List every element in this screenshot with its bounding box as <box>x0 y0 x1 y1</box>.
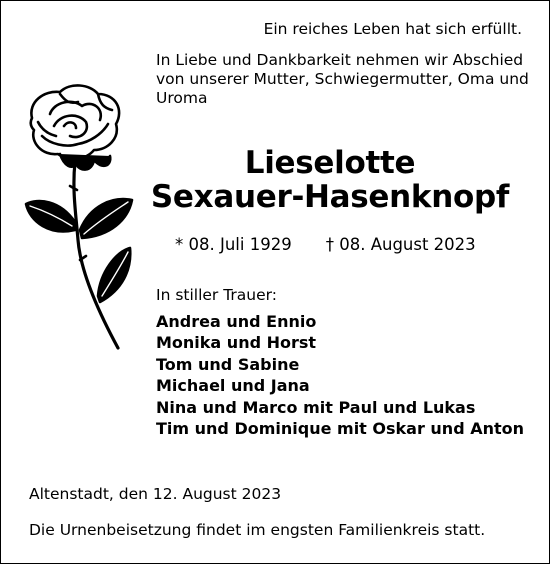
rose-icon <box>20 80 135 355</box>
mourner-entry: Tom und Sabine <box>156 354 300 374</box>
death-date: † 08. August 2023 <box>325 235 476 254</box>
birth-date: * 08. Juli 1929 <box>175 235 292 254</box>
mourner-entry: Tim und Dominique mit Oskar und Anton <box>156 419 525 439</box>
mourner-entry: Nina und Marco mit Paul und Lukas <box>156 397 476 417</box>
intro-text: In Liebe und Dankbarkeit nehmen wir Abschied von unserer Mutter, Schwiegermutter, Oma und Uroma <box>156 51 529 107</box>
life-dates <box>175 235 476 255</box>
motto-text: Ein reiches Leben hat sich erfüllt. <box>263 20 522 38</box>
mourner-entry: Andrea und Ennio <box>156 312 317 331</box>
mourners-list <box>156 311 524 439</box>
deceased-first-name: Lieselotte <box>244 145 416 181</box>
place-date: Altenstadt, den 12. August 2023 <box>29 485 282 503</box>
mourning-label: In stiller Trauer: <box>156 286 277 304</box>
mourner-entry: Michael und Jana <box>156 376 310 396</box>
deceased-last-name: Sexauer-Hasenknopf <box>150 179 510 215</box>
burial-note: Die Urnenbeisetzung findet im engsten Familienkreis statt. <box>29 521 486 539</box>
mourner-entry: Monika und Horst <box>156 333 317 353</box>
